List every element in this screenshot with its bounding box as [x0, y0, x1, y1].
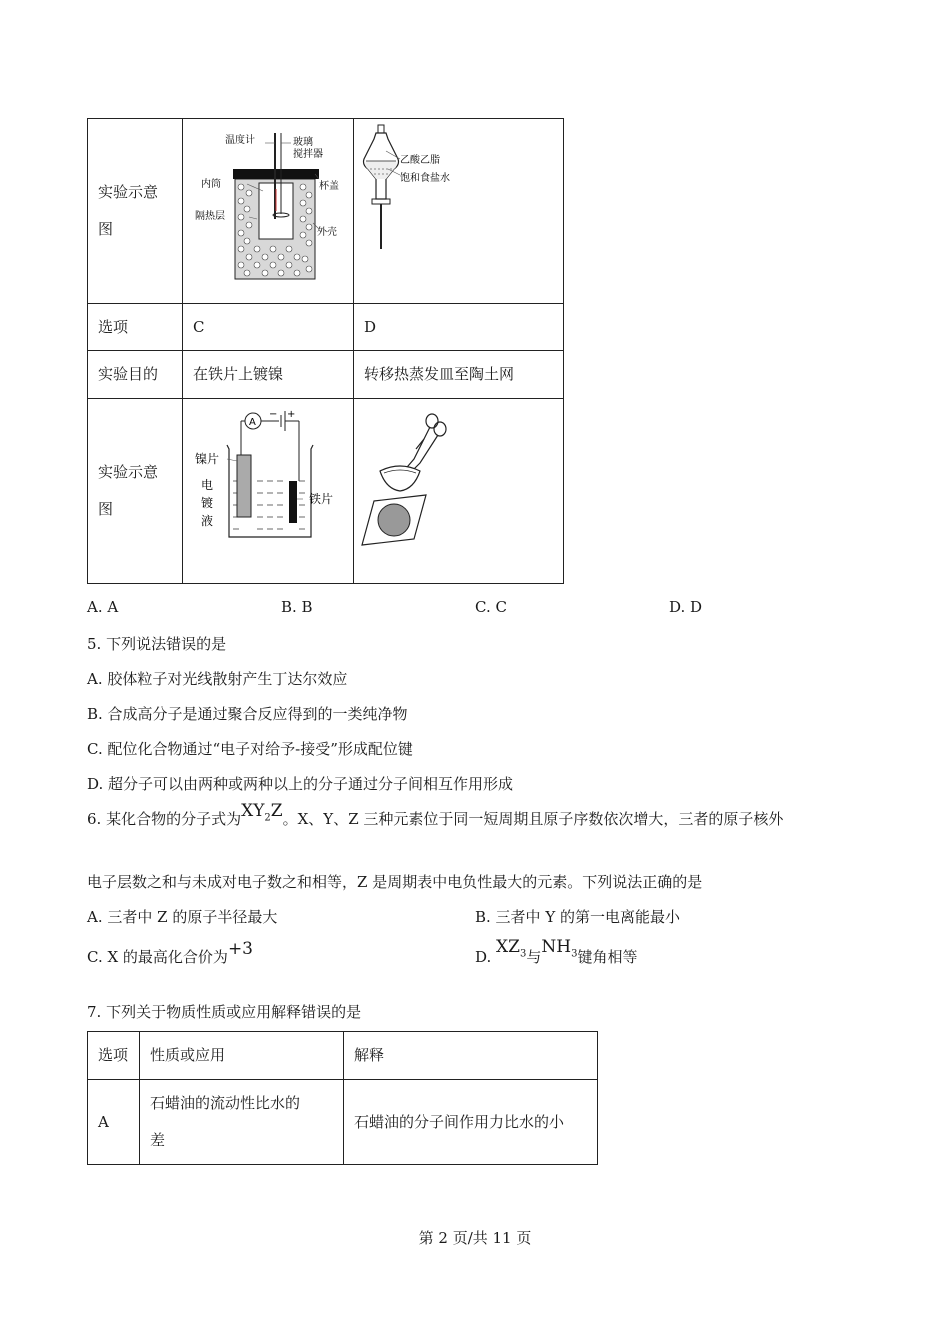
q6-option-c	[87, 939, 253, 967]
label-text: 实验示意图	[98, 463, 159, 518]
q6-option-d	[475, 937, 638, 969]
option-d: D. D	[669, 598, 703, 616]
option-cell: A	[88, 1080, 140, 1165]
q6-option-b: B. 三者中 Y 的第一电离能最小	[475, 908, 680, 926]
formula-part: XZ	[496, 937, 520, 957]
formula-part: NH	[541, 937, 572, 957]
formula-subscript: 3	[571, 948, 578, 960]
liquid-label: 镀	[201, 496, 214, 510]
lid-label: 杯盖	[319, 181, 339, 192]
purpose-d-cell	[354, 351, 564, 399]
row-label	[88, 351, 183, 399]
formula-part: Z	[270, 801, 283, 821]
formula	[496, 937, 527, 960]
table-row	[88, 304, 564, 351]
inner-cylinder-label: 内筒	[201, 179, 221, 190]
plus-sign: +	[287, 409, 296, 420]
header-cell: 解释	[344, 1032, 598, 1080]
q6-stem-post: 。X、Y、Z 三种元素位于同一短周期且原子序数依次增大，三者的原子核外	[282, 810, 784, 828]
row-label	[88, 304, 183, 351]
stirrer-label: 搅拌器	[293, 149, 323, 160]
header-cell: 选项	[88, 1032, 140, 1080]
q6-option-a: A. 三者中 Z 的原子半径最大	[87, 908, 278, 926]
explanation-cell: 石蜡油的分子间作用力比水的小	[344, 1080, 598, 1165]
label-text: 实验目的	[98, 365, 159, 383]
formula-subscript: 2	[264, 812, 271, 824]
option-c: C. C	[475, 598, 507, 616]
insulation-label: 隔热层	[195, 211, 225, 222]
q6-stem	[87, 801, 784, 831]
option-d-cell	[354, 304, 564, 351]
q5-option-a: A. 胶体粒子对光线散射产生丁达尔效应	[87, 670, 348, 688]
conjunction: 与	[526, 948, 542, 966]
nickel-label: 镍片	[195, 452, 220, 466]
property-line: 石蜡油的流动性比水的	[150, 1094, 301, 1112]
purpose-c-text: 在铁片上镀镍	[193, 365, 284, 383]
electroplating-diagram	[183, 399, 353, 569]
row-label	[88, 399, 183, 584]
q7-stem: 7. 下列关于物质性质或应用解释错误的是	[87, 1003, 362, 1021]
option-c-cell	[183, 304, 354, 351]
q6-option-d-text: 键角相等	[577, 948, 638, 966]
glass-label: 玻璃	[293, 137, 313, 148]
electroplating-figure-cell	[183, 399, 354, 584]
purpose-d-text: 转移热蒸发皿至陶土网	[364, 365, 515, 383]
option-b: B. B	[281, 598, 313, 616]
q6-stem-pre: 6. 某化合物的分子式为	[87, 810, 242, 828]
q5-stem: 5. 下列说法错误的是	[87, 635, 227, 653]
formula-subscript: 3	[519, 948, 527, 960]
ammeter-label: A	[249, 417, 256, 428]
calorimeter-figure-cell	[183, 119, 354, 304]
crucible-tongs-diagram	[354, 399, 563, 569]
row-label	[88, 119, 183, 304]
thermometer-label: 温度计	[225, 135, 255, 146]
q5-option-b: B. 合成高分子是通过聚合反应得到的一类纯净物	[87, 705, 408, 723]
shell-label: 外壳	[317, 227, 337, 238]
purpose-c-cell	[183, 351, 354, 399]
ester-label: 乙酸乙脂	[400, 155, 440, 166]
brine-label: 饱和食盐水	[400, 173, 450, 184]
label-text: 选项	[98, 317, 129, 336]
table-row	[88, 1080, 598, 1165]
q6-stem-line2: 电子层数之和与未成对电子数之和相等，Z 是周期表中电负性最大的元素。下列说法正确的是	[87, 873, 703, 891]
table-row	[88, 399, 564, 584]
q6-option-d-label: D.	[475, 948, 492, 966]
separatory-funnel-diagram	[354, 119, 563, 289]
header-cell: 性质或应用	[140, 1032, 344, 1080]
iron-label: 铁片	[309, 492, 334, 506]
formula-part: XY	[241, 801, 265, 821]
experiment-table	[87, 118, 564, 584]
option-a: A. A	[87, 598, 119, 616]
q6-option-c-text: C. X 的最高化合价为	[87, 948, 228, 966]
label-text: 实验示意图	[98, 183, 159, 238]
funnel-figure-cell	[354, 119, 564, 304]
formula	[541, 937, 578, 960]
table-header-row	[88, 1032, 598, 1080]
option-d-text: D	[364, 317, 377, 336]
valence-value: +3	[227, 939, 253, 959]
evaporating-dish-figure-cell	[354, 399, 564, 584]
q5-option-c: C. 配位化合物通过“电子对给予-接受”形成配位键	[87, 740, 413, 758]
calorimeter-diagram	[183, 119, 353, 289]
property-cell	[140, 1080, 344, 1165]
liquid-label: 液	[201, 514, 214, 528]
minus-sign: −	[269, 409, 278, 420]
property-table	[87, 1031, 598, 1165]
formula	[241, 801, 283, 824]
liquid-label: 电	[201, 478, 214, 492]
table-row	[88, 119, 564, 304]
table-row	[88, 351, 564, 399]
q5-option-d: D. 超分子可以由两种或两种以上的分子通过分子间相互作用形成	[87, 775, 514, 793]
option-c-text: C	[193, 317, 205, 336]
property-line: 差	[150, 1131, 166, 1149]
page-footer: 第 2 页/共 11 页	[418, 1229, 532, 1247]
